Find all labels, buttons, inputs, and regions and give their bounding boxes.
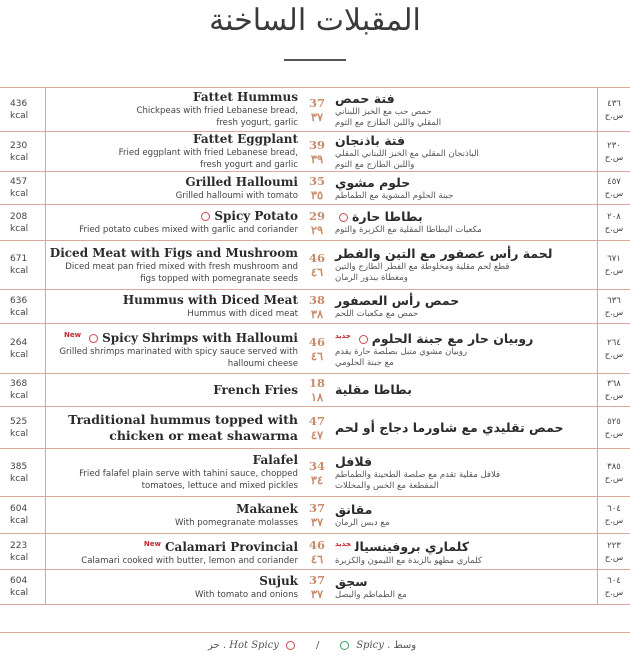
item-name-en <box>185 175 298 190</box>
item-name-ar-text: فلافل <box>335 453 373 469</box>
item-description-en: Hummus with diced meat <box>187 309 298 319</box>
item-name-en-text: Traditional hummus topped with chicken or meat shawarma <box>68 411 298 443</box>
calories-unit: kcal <box>10 516 29 526</box>
calories-unit: kcal <box>10 266 29 276</box>
item-price <box>305 570 329 604</box>
calories-ar <box>600 449 628 496</box>
calories-unit: kcal <box>10 223 29 234</box>
item-description-en: halloumi cheese <box>227 358 298 369</box>
item-english <box>43 88 298 131</box>
calories-value: 604 <box>10 576 28 586</box>
item-description-en: Fried falafel plain serve with tahini sauce, chopped <box>79 469 298 479</box>
column-divider <box>597 324 598 373</box>
price-en: 46 <box>308 251 325 265</box>
column-divider <box>597 407 598 448</box>
item-name-en-text: Hummus with Diced Meat <box>122 293 298 307</box>
item-description-ar: واللبن الطازج مع الثوم <box>335 159 415 170</box>
price-ar: ١٨ <box>310 390 324 404</box>
price-en: 38 <box>308 292 325 307</box>
calories-value: 525 <box>10 416 28 427</box>
calories-ar-unit: س.ح <box>604 588 624 598</box>
column-divider <box>597 132 598 171</box>
calories-ar <box>600 374 628 406</box>
calories-ar-value: ٢٢٣ <box>607 540 621 551</box>
item-arabic <box>335 534 593 569</box>
item-description-en: tomatoes, lettuce and mixed pickles <box>141 481 298 491</box>
calories-unit: kcal <box>10 307 29 318</box>
calories-ar-value: ٥٢٥ <box>607 416 621 427</box>
item-english <box>43 497 298 533</box>
item-name-en-text: Grilled Halloumi <box>185 174 298 189</box>
calories-en <box>10 241 40 289</box>
item-description-ar: المقلي واللبن الطازج مع الثوم <box>335 117 442 128</box>
price-en: 46 <box>308 537 325 552</box>
item-price <box>305 407 329 448</box>
item-english <box>43 172 298 204</box>
calories-ar <box>600 407 628 448</box>
item-description-ar: روبيان مشوي متبل بصلصة حارة يقدم <box>335 347 468 358</box>
calories-ar-value: ٢٠٨ <box>607 211 621 222</box>
item-description-en: Grilled halloumi with tomato <box>175 190 298 201</box>
item-description-ar: مع دبس الرمان <box>335 517 390 528</box>
calories-value: 457 <box>10 177 28 187</box>
menu-item-row <box>0 131 630 171</box>
item-price <box>305 290 329 323</box>
item-arabic <box>335 290 593 323</box>
calories-ar-value: ٦٣٦ <box>607 295 621 306</box>
calories-en <box>10 205 40 240</box>
item-name-ar-text: بطاطا حارة <box>352 209 423 224</box>
calories-ar <box>600 132 628 171</box>
item-description-ar: جبنة الحلوم المشوية مع الطماطم <box>335 190 454 201</box>
item-arabic <box>335 374 593 406</box>
price-ar: ٣٤ <box>310 472 324 487</box>
item-name-ar-text: سجق <box>335 573 368 589</box>
column-divider <box>597 374 598 406</box>
menu-item-row <box>0 171 630 204</box>
item-name-en-text: Sujuk <box>259 573 298 588</box>
calories-value: 436 <box>10 98 28 109</box>
item-name-ar <box>335 420 563 436</box>
calories-ar-value: ٤٣٦ <box>607 98 621 109</box>
item-name-en <box>43 412 298 444</box>
calories-value: 604 <box>10 504 28 514</box>
item-name-en <box>123 293 298 308</box>
menu-item-row <box>0 373 630 406</box>
item-price <box>305 88 329 131</box>
calories-ar-unit: س.ح <box>604 349 624 360</box>
item-description-en: Calamari cooked with butter, lemon and coriander <box>81 555 298 566</box>
menu-item-row <box>0 240 630 289</box>
price-ar: ٣٧ <box>310 109 324 124</box>
new-badge: New <box>143 539 161 548</box>
calories-unit: kcal <box>10 152 29 163</box>
item-name-ar <box>335 454 372 470</box>
calories-en <box>10 570 40 604</box>
item-name-ar-text: روبيان حار مع جبنة الحلوم <box>371 331 534 347</box>
item-name-ar <box>335 574 368 590</box>
calories-unit: kcal <box>10 110 29 121</box>
menu-item-row <box>0 87 630 131</box>
item-arabic <box>335 497 593 533</box>
item-description-ar: مع جبنة الحلومي <box>335 358 394 369</box>
calories-en <box>10 172 40 204</box>
item-name-ar <box>335 133 405 149</box>
price-en: 35 <box>308 174 325 188</box>
item-name-ar <box>335 328 533 347</box>
price-en: 29 <box>308 208 325 223</box>
calories-unit: kcal <box>10 391 29 401</box>
new-badge-ar: جديد <box>335 540 351 549</box>
item-name-en-text: French Fries <box>213 382 298 397</box>
calories-ar-value: ٣٦٨ <box>607 379 621 389</box>
item-name-en <box>197 209 298 224</box>
calories-ar-unit: س.ح <box>604 391 624 401</box>
item-name-en <box>236 502 298 517</box>
calories-unit: kcal <box>10 189 29 199</box>
spice-legend <box>0 632 630 658</box>
calories-ar-unit: س.ح <box>604 552 624 563</box>
calories-value: 230 <box>10 140 28 151</box>
item-arabic <box>335 449 593 496</box>
menu-item-row <box>0 533 630 569</box>
hot-legend-ar: حر . <box>208 640 227 651</box>
price-ar: ٤٧ <box>310 427 324 442</box>
calories-ar-value: ٣٨٥ <box>607 461 621 472</box>
calories-en <box>10 374 40 406</box>
calories-ar <box>600 290 628 323</box>
column-divider <box>597 497 598 533</box>
item-english <box>43 132 298 171</box>
item-name-ar <box>335 175 410 191</box>
item-price <box>305 374 329 406</box>
calories-ar-unit: س.ح <box>604 110 624 121</box>
calories-ar <box>600 497 628 533</box>
calories-ar-value: ٦٧١ <box>607 254 621 264</box>
item-price <box>305 172 329 204</box>
calories-en <box>10 534 40 569</box>
item-english <box>43 570 298 604</box>
item-name-ar-text: كلماري بروفينسيال <box>354 539 470 555</box>
calories-en <box>10 324 40 373</box>
item-description-en: With pomegranate molasses <box>175 517 298 528</box>
item-arabic <box>335 172 593 204</box>
item-english <box>43 374 298 406</box>
calories-value: 368 <box>10 379 28 389</box>
calories-ar-unit: س.ح <box>604 266 624 276</box>
price-ar: ٤٦ <box>310 551 324 566</box>
item-arabic <box>335 241 593 289</box>
menu-item-row <box>0 406 630 448</box>
item-description-ar: كلماري مطهو بالزبدة مع الليمون والكزبرة <box>335 555 482 566</box>
column-divider <box>597 570 598 604</box>
calories-unit: kcal <box>10 473 29 484</box>
item-name-en <box>193 132 298 147</box>
menu-item-row <box>0 448 630 496</box>
calories-ar <box>600 324 628 373</box>
item-description-en: Fried eggplant with fried Lebanese bread, <box>118 148 298 158</box>
item-name-en-text: Makanek <box>236 501 298 516</box>
calories-ar-value: ٦٠٤ <box>607 576 621 586</box>
item-english <box>43 449 298 496</box>
item-english <box>43 241 298 289</box>
hot-spicy-icon <box>201 212 210 221</box>
calories-en <box>10 88 40 131</box>
calories-value: 223 <box>10 540 28 551</box>
calories-en <box>10 449 40 496</box>
spicy-legend-en: Spicy . <box>356 640 391 651</box>
column-divider <box>597 241 598 289</box>
price-ar: ٣٨ <box>310 306 324 321</box>
column-divider <box>597 534 598 569</box>
calories-ar-unit: س.ح <box>604 428 624 439</box>
spicy-legend-ar: وسط <box>393 640 417 651</box>
page-title: المقبلات الساخنة <box>209 3 421 38</box>
hot-spicy-icon <box>286 641 295 650</box>
item-arabic <box>335 132 593 171</box>
item-name-en <box>213 383 298 398</box>
calories-value: 208 <box>10 211 28 222</box>
item-english <box>43 324 298 373</box>
calories-ar <box>600 241 628 289</box>
calories-ar-unit: س.ح <box>604 473 624 484</box>
item-name-ar-text: بطاطا مقلية <box>335 382 412 397</box>
item-description-ar: قطع لحم مقلية ومخلوطة مع الفطر الطازج والتين <box>335 262 510 272</box>
calories-en <box>10 290 40 323</box>
item-name-ar-text: حلوم مشوي <box>335 174 411 190</box>
item-description-ar: الباذنجان المقلي مع الخبز اللبناني المقلي <box>335 148 479 159</box>
column-divider <box>597 88 598 131</box>
calories-ar <box>600 534 628 569</box>
item-arabic <box>335 570 593 604</box>
menu-list <box>0 87 630 605</box>
spicy-icon <box>340 641 349 650</box>
item-description-en: With tomato and onions <box>194 589 298 600</box>
legend-separator: / <box>316 640 320 651</box>
hot-spicy-icon <box>89 334 98 343</box>
item-description-ar: ومغطاة ببذور الرمان <box>335 273 408 283</box>
item-name-ar <box>335 293 459 309</box>
item-name-ar <box>335 246 552 262</box>
item-name-en <box>50 246 298 261</box>
menu-item-row <box>0 323 630 373</box>
item-arabic <box>335 88 593 131</box>
item-arabic <box>335 407 593 448</box>
item-price <box>305 324 329 373</box>
price-ar: ٤٦ <box>310 348 324 363</box>
calories-value: 671 <box>10 254 28 264</box>
item-name-en-text: Spicy Potato <box>214 209 298 223</box>
item-price <box>305 497 329 533</box>
price-ar: ٣٧ <box>310 587 324 601</box>
item-description-ar: مع الطماطم والبصل <box>335 589 407 600</box>
item-description-en: Chickpeas with fried Lebanese bread, <box>136 106 298 116</box>
item-name-ar <box>335 209 423 225</box>
item-price <box>305 132 329 171</box>
item-name-ar-text: حمص رأس العصفور <box>335 293 460 308</box>
item-english <box>43 205 298 240</box>
calories-unit: kcal <box>10 588 29 598</box>
item-description-ar: فلافل مقلية تقدم مع صلصة الطحينة والطماطم <box>335 469 501 480</box>
item-arabic <box>335 205 593 240</box>
item-name-en-text: Diced Meat with Figs and Mushroom <box>49 245 298 260</box>
calories-ar <box>600 172 628 204</box>
spicy-legend <box>336 640 416 651</box>
calories-ar-value: ٤٥٧ <box>607 177 621 187</box>
price-en: 37 <box>308 501 325 515</box>
item-name-en <box>193 90 298 105</box>
item-name-en-text: Fattet Eggplant <box>193 132 298 146</box>
item-description-en: fresh yogurt and garlic <box>200 160 298 170</box>
price-en: 39 <box>308 137 325 152</box>
item-description-ar: مكعبات البطاطا المقلية مع الكزبرة والثوم <box>335 225 482 235</box>
item-name-en-text: Falafel <box>252 453 298 467</box>
new-badge: New <box>64 330 82 339</box>
item-name-ar-text: فتة باذنجان <box>335 132 406 148</box>
item-english <box>43 407 298 448</box>
item-name-ar <box>335 382 412 398</box>
column-divider <box>597 205 598 240</box>
calories-value: 636 <box>10 295 28 306</box>
calories-value: 385 <box>10 461 28 472</box>
calories-unit: kcal <box>10 552 29 563</box>
column-divider <box>597 449 598 496</box>
item-english <box>43 534 298 569</box>
calories-ar-unit: س.ح <box>604 189 624 199</box>
menu-item-row <box>0 289 630 323</box>
menu-item-row <box>0 569 630 605</box>
item-description-ar: حمص حب مع الخبز اللبناني <box>335 106 432 117</box>
price-en: 37 <box>308 573 325 587</box>
calories-ar <box>600 205 628 240</box>
price-en: 47 <box>308 413 325 428</box>
calories-ar-value: ٦٠٤ <box>607 504 621 514</box>
calories-ar-unit: س.ح <box>604 223 624 234</box>
price-en: 18 <box>308 376 325 390</box>
item-name-en <box>64 328 298 346</box>
new-badge-ar: جديد <box>335 331 351 340</box>
item-description-en: Grilled shrimps marinated with spicy sauce served with <box>59 346 298 357</box>
calories-ar <box>600 88 628 131</box>
menu-item-row <box>0 496 630 533</box>
item-name-en-text: Spicy Shrimps with Halloumi <box>102 330 298 345</box>
price-en: 46 <box>308 334 325 349</box>
price-ar: ٣٧ <box>310 515 324 529</box>
calories-ar-value: ٢٣٠ <box>607 140 621 151</box>
item-name-ar-text: فتة حمص <box>335 90 395 106</box>
column-divider <box>597 172 598 204</box>
item-description-ar: المقطعة مع الخس والمخللات <box>335 480 439 491</box>
calories-value: 264 <box>10 337 28 348</box>
item-price <box>305 534 329 569</box>
item-name-ar <box>335 502 372 518</box>
item-description-ar: حمص مع مكعبات اللحم <box>335 309 419 319</box>
item-price <box>305 205 329 240</box>
menu-item-row <box>0 204 630 240</box>
price-en: 37 <box>308 95 325 110</box>
calories-en <box>10 132 40 171</box>
item-arabic <box>335 324 593 373</box>
column-divider <box>597 290 598 323</box>
calories-ar-unit: س.ح <box>604 152 624 163</box>
item-name-ar-text: حمص تقليدي مع شاورما دجاج أو لحم <box>335 419 564 435</box>
item-description-en: figs topped with pomegranate seeds <box>140 273 298 284</box>
calories-ar <box>600 570 628 604</box>
calories-unit: kcal <box>10 428 29 439</box>
item-description-en: fresh yogurt, garlic <box>216 118 298 128</box>
item-name-en <box>144 537 298 555</box>
item-name-ar <box>335 91 395 107</box>
calories-ar-unit: س.ح <box>604 516 624 526</box>
item-description-en: Fried potato cubes mixed with garlic and coriander <box>79 225 298 235</box>
hot-legend-en: Hot Spicy <box>229 640 279 651</box>
item-name-en <box>253 453 298 468</box>
calories-en <box>10 497 40 533</box>
item-description-en: Diced meat pan fried mixed with fresh mushroom and <box>65 261 298 272</box>
item-price <box>305 241 329 289</box>
price-ar: ٤٦ <box>310 265 324 279</box>
item-name-ar-text: لحمة رأس عصفور مع التين والفطر <box>335 246 553 261</box>
item-name-ar <box>335 536 469 555</box>
item-name-en <box>259 574 298 589</box>
calories-unit: kcal <box>10 349 29 360</box>
calories-en <box>10 407 40 448</box>
calories-ar-unit: س.ح <box>604 307 624 318</box>
price-en: 34 <box>308 458 325 473</box>
item-name-ar-text: مقانق <box>335 501 373 517</box>
title-divider <box>284 59 346 61</box>
hot-spicy-icon <box>359 335 368 344</box>
item-price <box>305 449 329 496</box>
hot-spicy-icon <box>339 213 348 222</box>
hot-spicy-legend <box>208 640 299 651</box>
price-ar: ٢٩ <box>310 222 324 237</box>
item-name-en-text: Calamari Provincial <box>165 539 298 554</box>
item-english <box>43 290 298 323</box>
calories-ar-value: ٢٦٤ <box>607 337 621 348</box>
price-ar: ٣٩ <box>310 151 324 166</box>
price-ar: ٣٥ <box>310 188 324 202</box>
item-name-en-text: Fattet Hummus <box>192 90 298 104</box>
